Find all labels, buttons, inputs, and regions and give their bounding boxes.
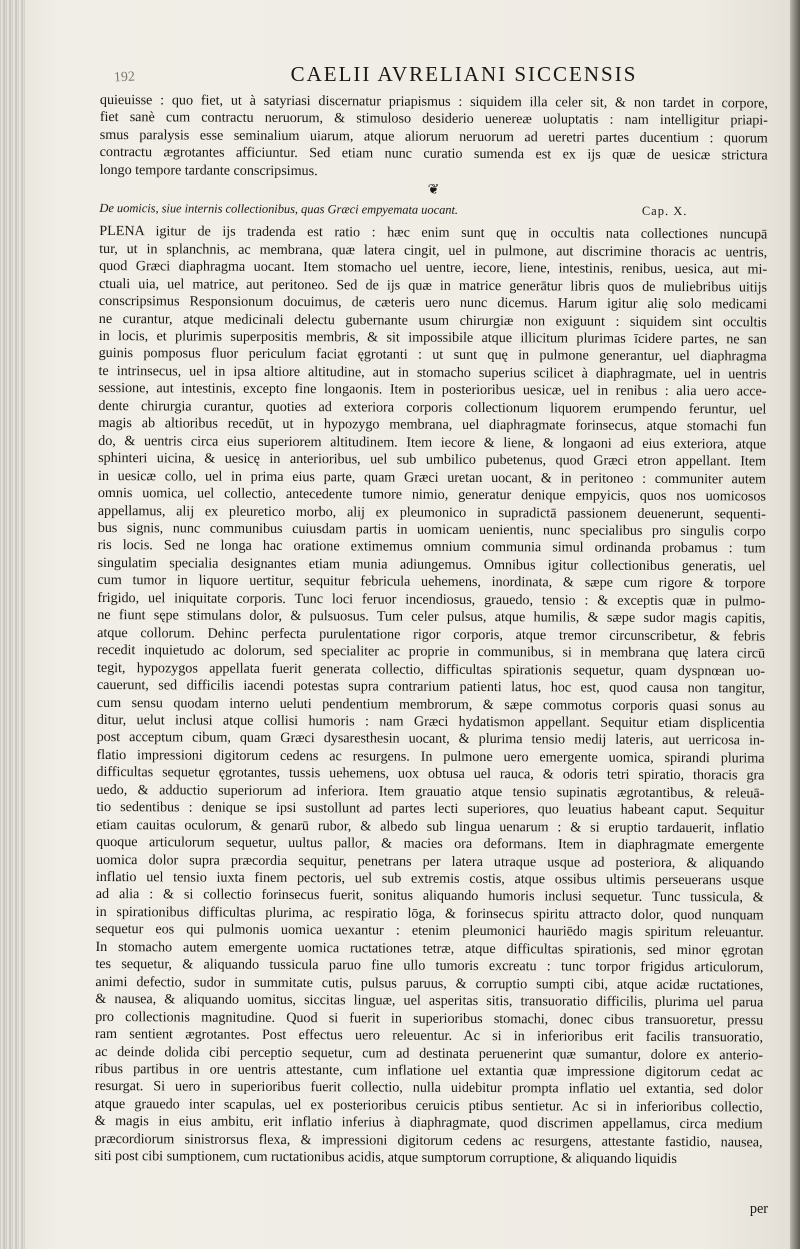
text-line: difficultas sequetur ęgrotantes, tussis uehemens, uox obtusa uel rauca, & odoris tetri spiratio, thoracis gra (96, 764, 765, 784)
text-line: magis ab altioribus recedūt, ut in hypozygo membrana, uel diaphragmate forinsecus, atque stomachi fun (98, 415, 767, 435)
text-line: recedit inquietudo ac dolorum, sed specialiter ac proprie in communibus, si in membrana quę latera circū (97, 642, 766, 662)
text-line: quoque articulorum sequetur, uultus pallor, & macies ora deformans. Item in diaphragmate emergente (96, 834, 765, 854)
ornament-icon: ❦ (427, 182, 440, 199)
catchword: per (749, 1201, 768, 1217)
text-line: cauerunt, sed difficilis iacendi potestas supra contrarium patienti latus, hoc est, quod causa non tangitur, (96, 677, 765, 697)
body-text (94, 92, 768, 1169)
text-line: flatio impressioni digitorum cedens ac resurgens. In pulmone uero emergente uomica, spirandi plurima (96, 746, 765, 767)
text-line: sphinteri uicina, & uesicę in anterioribus, uel sub umbilico pubetenus, quod Græci etron appellant. Item (98, 450, 767, 470)
book-gutter (0, 0, 26, 1249)
text-line: quod Græci diaphragma uocant. Item stomacho uel uentre, iecore, liene, intestinis, renibus, uesica, aut mi- (99, 258, 768, 278)
text-line: fiet sanè cum contractu neruorum, & stimuloso desiderio uenereæ uoluptatis : nam intelligitur priapi- (99, 109, 768, 129)
text-line: in locis, et plurimis superpositis membris, & sit impossibile atque illicitum plurimas īcidere partes, ne san (98, 327, 767, 348)
text-line: atque grauedo inter scapulas, uel ex posterioribus ceruicis ptibus sentietur. Ac si in inferioribus collectio, (94, 1095, 763, 1116)
text-line: in spirationibus difficultas plurima, ac respiratio lōga, & forinsecus spiritu attracto dolor, quod nunquam (95, 903, 764, 924)
text-line: & magis in eius ambitu, erit inflatio inferius à diaphragmate, quod discrimen appellamus, circa medium (94, 1113, 763, 1133)
text-line: In stomacho autem emergente uomica ructationes tetræ, atque difficultas spirationis, sed minor ęgrotan (95, 938, 764, 959)
text-line: uedo, & adductio superiorum ad inferiora. Item grauatio atque tensio supinatis ægrotantibus, & releuā- (96, 781, 765, 802)
text-line: smus paralysis esse seminalium uiarum, atque aliorum neruorum ad ueretri partes ducentium : quorum (99, 126, 768, 147)
text-line: inflatio uel tensio iuxta finem pectoris, uel sub extremis costis, atque ossibus ultimis perseuerans usque (95, 869, 764, 889)
chapter-title: De uomicis, siue internis collectionibus, quas Græci empyemata uocant. (99, 201, 459, 218)
text-line: sessione, aut intestinis, excepto fine longaonis. Item in posterioribus uesicæ, uel in renibus : alia uero acce- (98, 380, 767, 400)
text-line: sequetur eos qui pulmonis uomica uexantur : etenim pleumonici hauriēdo magis spiritum releuantur. (95, 921, 764, 941)
text-line: tegit, hypozygos appellata fuerit generata collectio, difficultas spirationis sequetur, quam dyspnœan uo- (96, 659, 766, 680)
text-line: guinis pomposus fluor periculum faciat ęgrotanti : ut sunt quę in pulmone generantur, uel diaphragma (98, 345, 767, 365)
text-line: singulatim specialia designantes etiam munia adiungemus. Omnibus igitur collectionibus generatis, uel (97, 554, 766, 575)
text-line: ac deinde dolida cibi perceptio sequetur, cum ad destinata peruenerint quæ sumantur, dolore ex anterio- (94, 1043, 764, 1064)
text-line: atque collorum. Dehinc perfecta purulentatione rigor corporis, atque tremor circunscribetur, & febris (97, 624, 766, 645)
text-line: contractu ægrotantes afficiuntur. Sed etiam nunc curatio sumenda est ex ijs quæ de uesicæ strictura (99, 144, 768, 164)
text-line: conscripsimus Responsionum docuimus, de cæteris uero nunc dicemus. Harum igitur alię solo medicami (98, 293, 767, 313)
printed-page (94, 58, 768, 1218)
text-line: tio sedentibus : denique se ipsi sustollunt ad partes lecti superiores, quo leuatius habeant caput. Sequitur (96, 799, 765, 819)
text-line: appellamus, alij ex pleuretico morbo, alij ex pleumonico in supradictā passionem deuenerunt, sequenti- (97, 502, 766, 523)
text-line: animi defectio, sudor in summitate cutis, pulsus paruus, & corruptio sumpti cibi, atque acidæ ructationes, (95, 973, 764, 994)
text-line: pro collectionis magnitudine. Quod si fuerit in superioribus stomachi, donec cibus transuoretur, pressu (95, 1008, 764, 1029)
text-line: siti post cibi sumptionem, cum ructationibus acidis, atque sumptorum corruptione, & aliquando liquidis (94, 1148, 677, 1168)
text-line: ram sentient ægrotantes. Post effectus uero releuentur. Ac si in inferioribus erit facilis transuoratio, (95, 1026, 764, 1046)
text-line: ribus partibus in ore uentris attestante, cum inflatione uel extantia quæ impressione digitorum cedat ac (94, 1061, 763, 1081)
text-line: ris locis. Sed ne longa hac oratione extimemus omnium communia simul ordinanda probamus : tum (97, 537, 766, 557)
text-line: resurgat. Si uero in superioribus fuerit collectio, nulla uidebitur prompta inflatio uel extantia, sed dolor (94, 1078, 763, 1098)
text-line: ctuali uia, uel matrice, aut peritoneo. Sed de ijs quæ in matrice generātur libris quos de muliebribus uitijs (98, 275, 768, 296)
text-line: frigido, uel iniquitate corporis. Tunc loci feruor incendiosus, grauedo, tensio : & exceptis quæ in pulmo- (97, 589, 766, 610)
text-line: & nausea, & aliquando uomitus, siccitas linguæ, uel asperitas sitis, transuoratio difficilis, plurima uel parua (95, 991, 764, 1011)
text-line: cum tumor in liquore uertitur, sequitur febricula uehemens, inordinata, & sæpe cum rigore & torpore (97, 572, 766, 592)
text-line: bus signis, nunc communibus cuiusdam partis in uomicam uenientis, nunc specialibus pro singulis corpo (97, 519, 766, 540)
text-line: ne fiunt sępe stimulans dolor, & pulsuosus. Tum celer pulsus, atque humilis, & sæpe sudor magis capitis, (97, 607, 766, 627)
text-line: ditur, uelut inclusi atque collisi humoris : nam Græci hydatismon appellant. Sequitur etiam displicentia (96, 711, 765, 732)
text-line: cum sensu quodam interno ueluti pendentium membrorum, & sæpe commotus corporis quasi sonus au (96, 694, 765, 714)
page-edge-shadow (790, 0, 800, 1249)
text-line: tes sequetur, & aliquando tussicula paruo fine ullo tumoris excreatu : tunc torpor frigidus articulorum, (95, 956, 764, 976)
running-head: CAELII AVRELIANI SICCENSIS (290, 62, 638, 86)
text-line: præcordiorum sinistrorsus flexa, & impressioni digitorum cedens ac resurgens, attestante fastidio, nausea, (94, 1130, 763, 1151)
text-line: uomica dolor supra præcordia sequitur, penetrans per latera utraque usque ad posteriora, & aliquando (95, 851, 765, 872)
text-line: in uesicæ collo, uel in prima eius parte, quam Græci uretan uocant, & in peritoneo : communiter autem (97, 467, 767, 488)
text-line: omnis uomica, uel collectio, antecedente tumore nimio, generatur denique empyicis, quos nos uomicosos (97, 485, 766, 505)
text-line: ad alia : & si collectio forinsecus fuerit, sonitus aliquando humoris inclusi sequetur. Tunc tussicula, & (95, 886, 764, 906)
text-line: etiam cauitas oculorum, & genarū rubor, & albedo sub lingua uenarum : & si eruptio tardauerit, inflatio (96, 816, 765, 837)
text-line: do, & uentris circa eius superiorem altitudinem. Item iecore & liene, & longaoni ad eius exteriora, atque (98, 432, 767, 453)
text-line: tur, ut in splanchnis, ac membrana, quæ latera cingit, uel in pulmone, aut discrimine thoracis ac uentris, (99, 240, 768, 261)
text-line: ne curantur, atque medicinali delectu gubernante usum chirurgiæ non exiguunt : siquidem sint occultis (98, 310, 767, 331)
text-line: longo tempore tardante conscripsimus. (99, 161, 318, 179)
folio-number: 192 (113, 69, 136, 86)
text-line: quieuisse : quo fiet, ut à satyriasi discernatur priapismus : siquidem illa celer sit, & non tardet in corpore, (99, 92, 768, 112)
chapter-number: Cap. X. (641, 204, 688, 219)
text-line: PLENA igitur de ijs tradenda est ratio : hæc enim sunt quę in occultis nata collectiones nuncupā (99, 223, 768, 243)
chapter-heading (99, 199, 767, 220)
text-line: te intrinsecus, uel in ipsa altiore altitudine, aut in stomacho superius scilicet à diaphragmate, uel in uentris (98, 362, 767, 383)
text-line: dente chirurgia curantur, quoties ad exteriora corporis collectionum liquorem erumpendo feruntur, uel (98, 397, 767, 418)
text-line: post acceptum cibum, quam Græci dysaresthesin uocant, & plurima tensio medij lateris, aut uerricosa in- (96, 729, 765, 749)
